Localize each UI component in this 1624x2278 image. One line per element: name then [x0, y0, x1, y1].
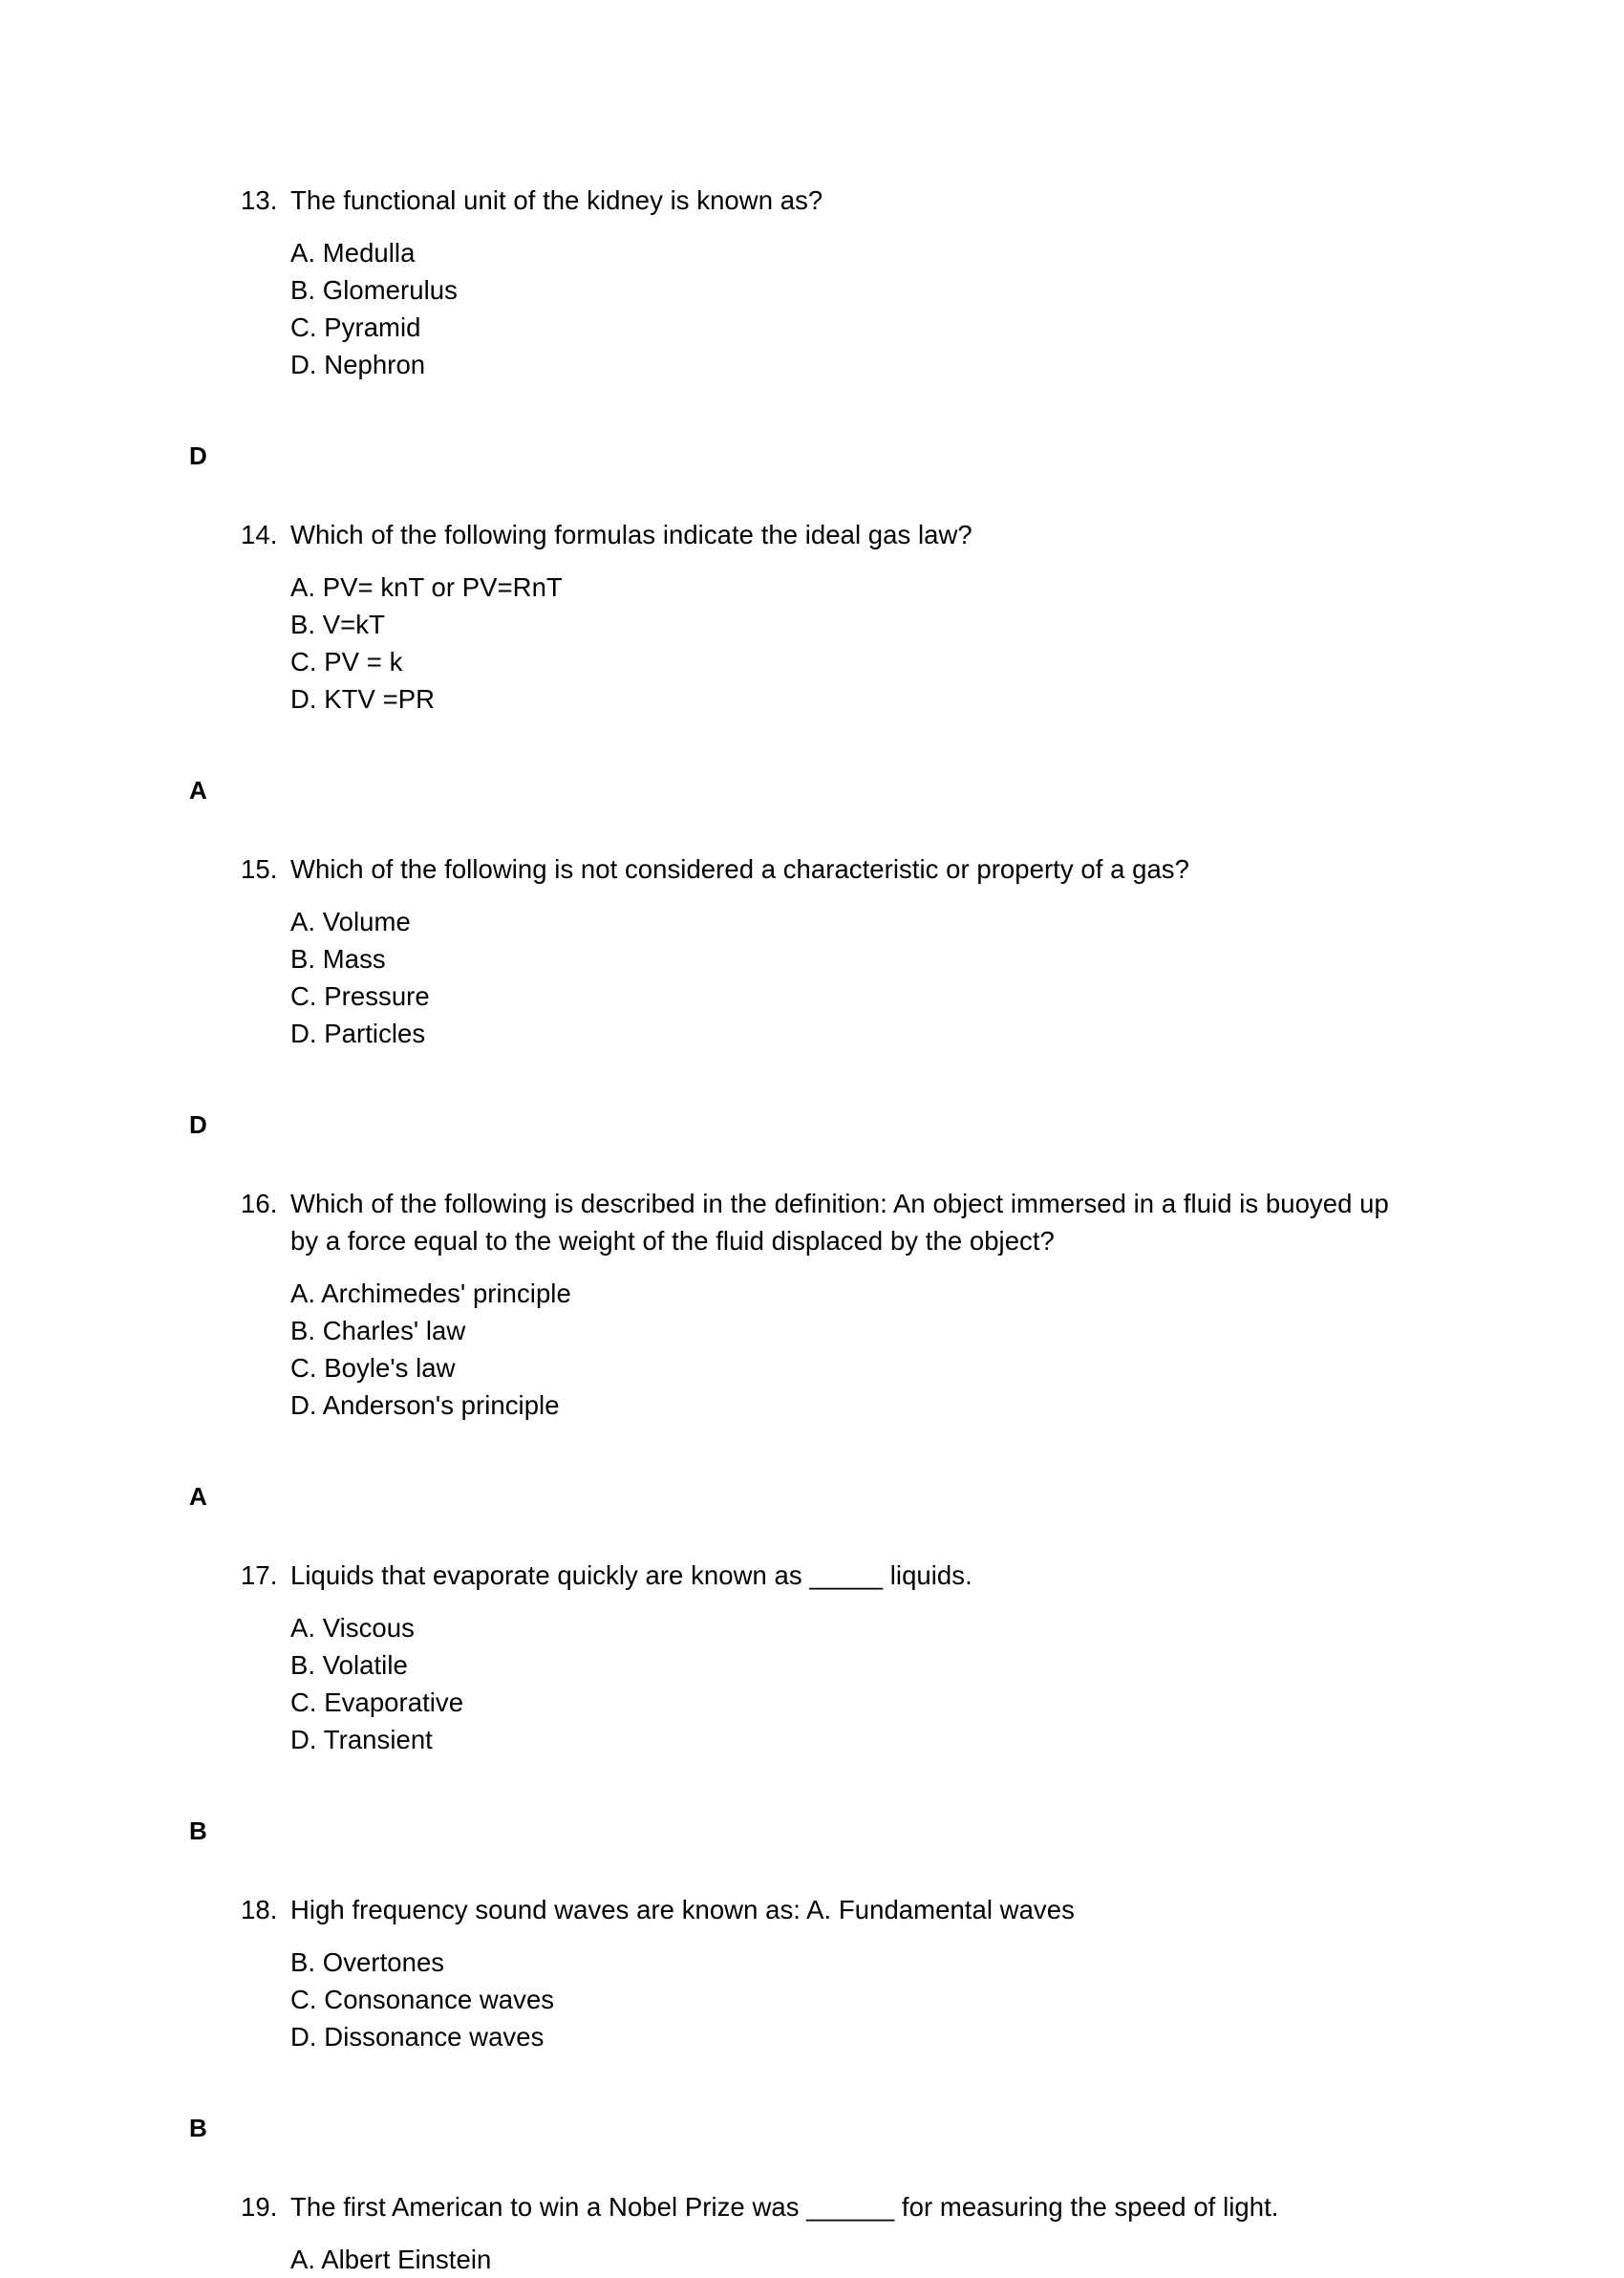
answer-key: D [189, 441, 207, 470]
spacer [189, 398, 1409, 438]
question-block [189, 1557, 1409, 1758]
option-list [290, 2241, 1409, 2278]
question-row [241, 1185, 1409, 1259]
option-item[interactable]: C. Pyramid [290, 312, 421, 342]
option-list [290, 1609, 1409, 1758]
option-list [290, 903, 1409, 1052]
option-item[interactable]: D. Nephron [290, 350, 426, 379]
option-item[interactable]: A. Volume [290, 907, 411, 936]
answer-key: A [189, 776, 207, 805]
question-row [241, 1557, 1409, 1594]
option-list [290, 234, 1409, 383]
option-item[interactable]: C. Boyle's law [290, 1353, 456, 1383]
question-number: 18. [241, 1895, 278, 1924]
option-list [290, 1275, 1409, 1424]
question-block [189, 516, 1409, 718]
spacer [189, 733, 1409, 772]
question-text: The first American to win a Nobel Prize was ______ for measuring the speed of light. [290, 2192, 1279, 2222]
option-item[interactable]: C. Evaporative [290, 1687, 464, 1717]
option-item[interactable]: D. Particles [290, 1019, 426, 1048]
question-text: Which of the following is not considered a characteristic or property of a gas? [290, 854, 1189, 884]
question-number: 14. [241, 520, 278, 549]
question-block [189, 182, 1409, 383]
option-item[interactable]: D. KTV =PR [290, 684, 436, 714]
question-row [241, 1891, 1409, 1928]
spacer [189, 2071, 1409, 2110]
option-item[interactable]: B. V=kT [290, 610, 385, 639]
option-item[interactable]: D. Dissonance waves [290, 2022, 545, 2052]
spacer [189, 1850, 1409, 1891]
question-block [189, 1185, 1409, 1424]
question-text: Which of the following is described in the definition: An object immersed in a fluid is buoyed up by a force equal to the weight of the fluid displaced by the object? [290, 1189, 1389, 1256]
option-item[interactable]: A. Albert Einstein [290, 2245, 492, 2274]
option-item[interactable]: B. Overtones [290, 1947, 445, 1977]
question-row [241, 2188, 1409, 2225]
option-item[interactable]: B. Mass [290, 944, 386, 974]
question-text: Liquids that evaporate quickly are known as _____ liquids. [290, 1560, 972, 1590]
question-block [189, 850, 1409, 1052]
option-list [290, 569, 1409, 718]
question-number: 16. [241, 1189, 278, 1218]
question-row [241, 182, 1409, 219]
spacer [189, 809, 1409, 850]
spacer [189, 1439, 1409, 1478]
quiz-item-list [189, 182, 1409, 2278]
answer-key: D [189, 1110, 207, 1139]
option-item[interactable]: B. Volatile [290, 1650, 408, 1680]
question-row [241, 516, 1409, 553]
spacer [189, 475, 1409, 516]
spacer [189, 1515, 1409, 1557]
option-item[interactable]: A. Medulla [290, 238, 416, 268]
question-block [189, 1891, 1409, 2055]
option-item[interactable]: D. Transient [290, 1725, 433, 1754]
option-list [290, 1944, 1409, 2055]
question-row [241, 850, 1409, 888]
option-item[interactable]: C. Pressure [290, 981, 430, 1011]
question-block [189, 2188, 1409, 2278]
option-item[interactable]: A. Viscous [290, 1613, 415, 1643]
question-text: Which of the following formulas indicate the ideal gas law? [290, 520, 972, 549]
spacer [189, 2147, 1409, 2188]
answer-key: B [189, 2114, 207, 2142]
answer-key: B [189, 1816, 207, 1845]
option-item[interactable]: A. Archimedes' principle [290, 1279, 571, 1308]
option-item[interactable]: B. Glomerulus [290, 275, 458, 305]
option-item[interactable]: C. Consonance waves [290, 1985, 555, 2014]
question-number: 13. [241, 185, 278, 215]
question-text: The functional unit of the kidney is known as? [290, 185, 823, 215]
question-number: 19. [241, 2192, 278, 2222]
spacer [189, 1773, 1409, 1813]
answer-key: A [189, 1482, 207, 1511]
option-item[interactable]: D. Anderson's principle [290, 1390, 560, 1420]
question-number: 17. [241, 1560, 278, 1590]
option-item[interactable]: C. PV = k [290, 647, 403, 677]
option-item[interactable]: B. Charles' law [290, 1316, 466, 1345]
spacer [189, 1067, 1409, 1107]
question-number: 15. [241, 854, 278, 884]
question-text: High frequency sound waves are known as: A. Fundamental waves [290, 1895, 1075, 1924]
spacer [189, 1144, 1409, 1185]
option-item[interactable]: A. PV= knT or PV=RnT [290, 572, 563, 602]
